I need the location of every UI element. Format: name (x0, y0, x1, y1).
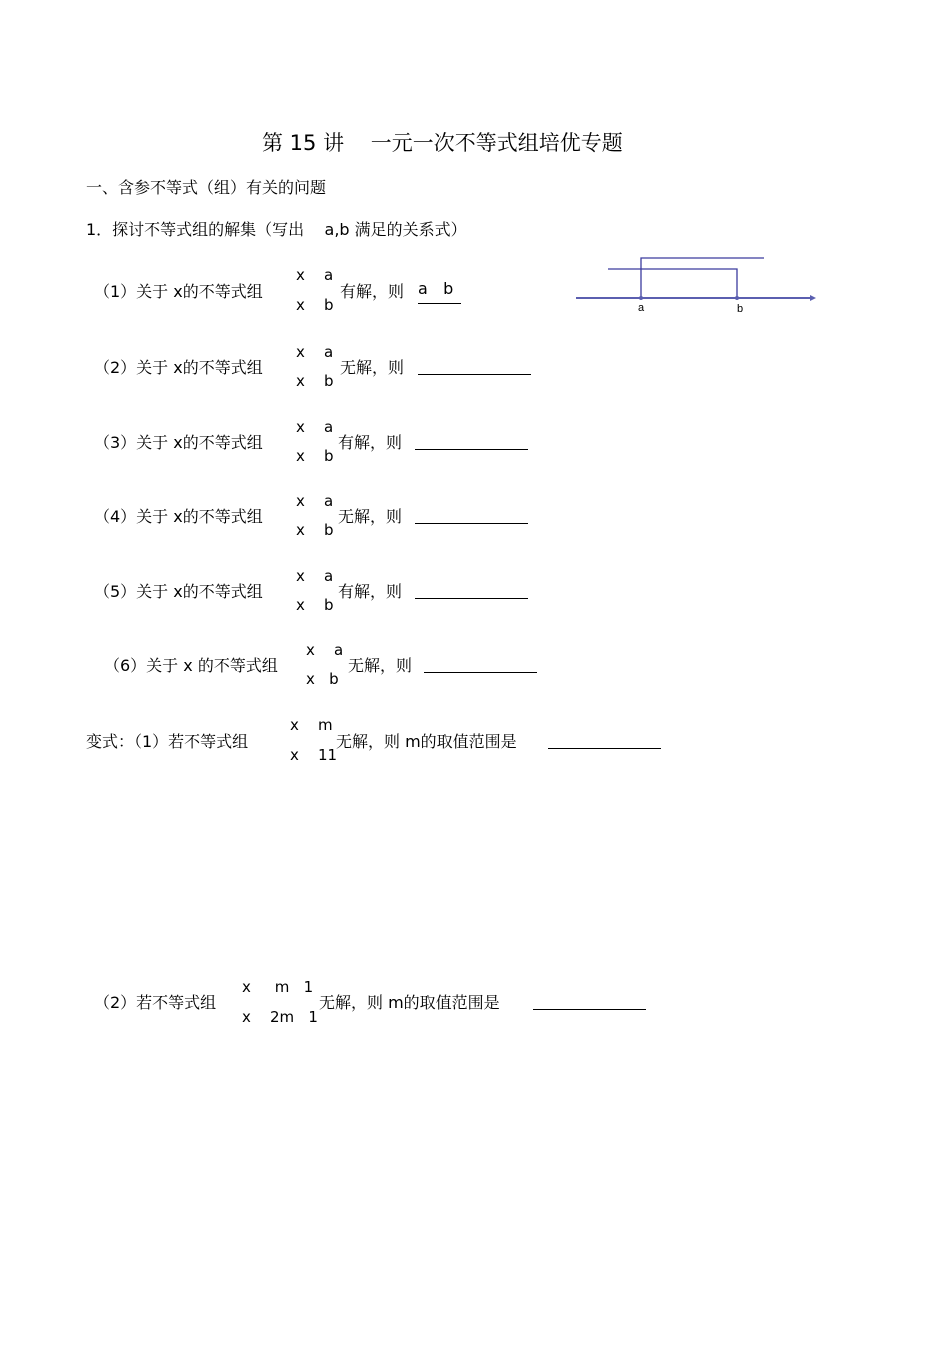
variant-1-result: 无解，则 m的取值范围是 (336, 732, 517, 751)
number-line-diagram (570, 250, 820, 320)
axis-arrow-icon (810, 295, 816, 301)
point-b (735, 296, 739, 300)
ray-from-b (608, 269, 737, 298)
item-6-label: （6）关于 x 的不等式组 (104, 656, 278, 675)
item-2-ineq-bottom: x b (296, 372, 334, 390)
ray-from-a (641, 258, 764, 298)
item-1-result: 有解，则 (340, 282, 405, 301)
item-3-label: （3）关于 x的不等式组 (94, 433, 263, 452)
item-1-label: （1）关于 x的不等式组 (94, 282, 263, 301)
item-5-label: （5）关于 x的不等式组 (94, 582, 263, 601)
label-b: b (737, 303, 744, 315)
variant-1-ineq-bottom: x 11 (290, 746, 338, 764)
item-5-answer-blank (415, 582, 528, 599)
item-3-answer-blank (415, 433, 528, 450)
item-5-ineq-top: x a (296, 567, 334, 585)
item-1-answer: a b (418, 279, 461, 304)
variant-1-label: 变式：（1）若不等式组 (86, 732, 249, 751)
item-6-ineq-bottom: x b (306, 670, 339, 688)
item-5-ineq-bottom: x b (296, 596, 334, 614)
item-1-ineq-bottom: x b (296, 296, 334, 314)
variant-2-ineq-bottom: x 2m 1 (242, 1008, 318, 1026)
item-4-answer-blank (415, 507, 528, 524)
question-1-text: 1．探讨不等式组的解集（写出 a,b 满足的关系式） (86, 220, 467, 239)
item-2-ineq-top: x a (296, 343, 334, 361)
item-2-answer-blank (418, 358, 531, 375)
variant-1-ineq-top: x m (290, 716, 333, 734)
variant-2-label: （2）若不等式组 (94, 993, 217, 1012)
item-3-ineq-bottom: x b (296, 447, 334, 465)
item-6-ineq-top: x a (306, 641, 344, 659)
item-5-result: 有解，则 (338, 582, 403, 601)
item-2-label: （2）关于 x的不等式组 (94, 358, 263, 377)
item-1-ineq-top: x a (296, 266, 334, 284)
item-6-answer-blank (424, 656, 537, 673)
item-3-ineq-top: x a (296, 418, 334, 436)
item-2-result: 无解，则 (340, 358, 405, 377)
variant-2-answer-blank (533, 993, 646, 1010)
item-4-label: （4）关于 x的不等式组 (94, 507, 263, 526)
item-4-ineq-top: x a (296, 492, 334, 510)
item-3-result: 有解，则 (338, 433, 403, 452)
section-heading: 一、含参不等式（组）有关的问题 (86, 178, 327, 197)
variant-2-ineq-top: x m 1 (242, 978, 314, 996)
item-6-result: 无解，则 (348, 656, 413, 675)
page-title: 第 15 讲 一元一次不等式组培优专题 (262, 131, 623, 155)
item-4-result: 无解，则 (338, 507, 403, 526)
label-a: a (638, 302, 645, 314)
point-a (639, 296, 643, 300)
variant-2-result: 无解，则 m的取值范围是 (319, 993, 500, 1012)
variant-1-answer-blank (548, 732, 661, 749)
item-4-ineq-bottom: x b (296, 521, 334, 539)
